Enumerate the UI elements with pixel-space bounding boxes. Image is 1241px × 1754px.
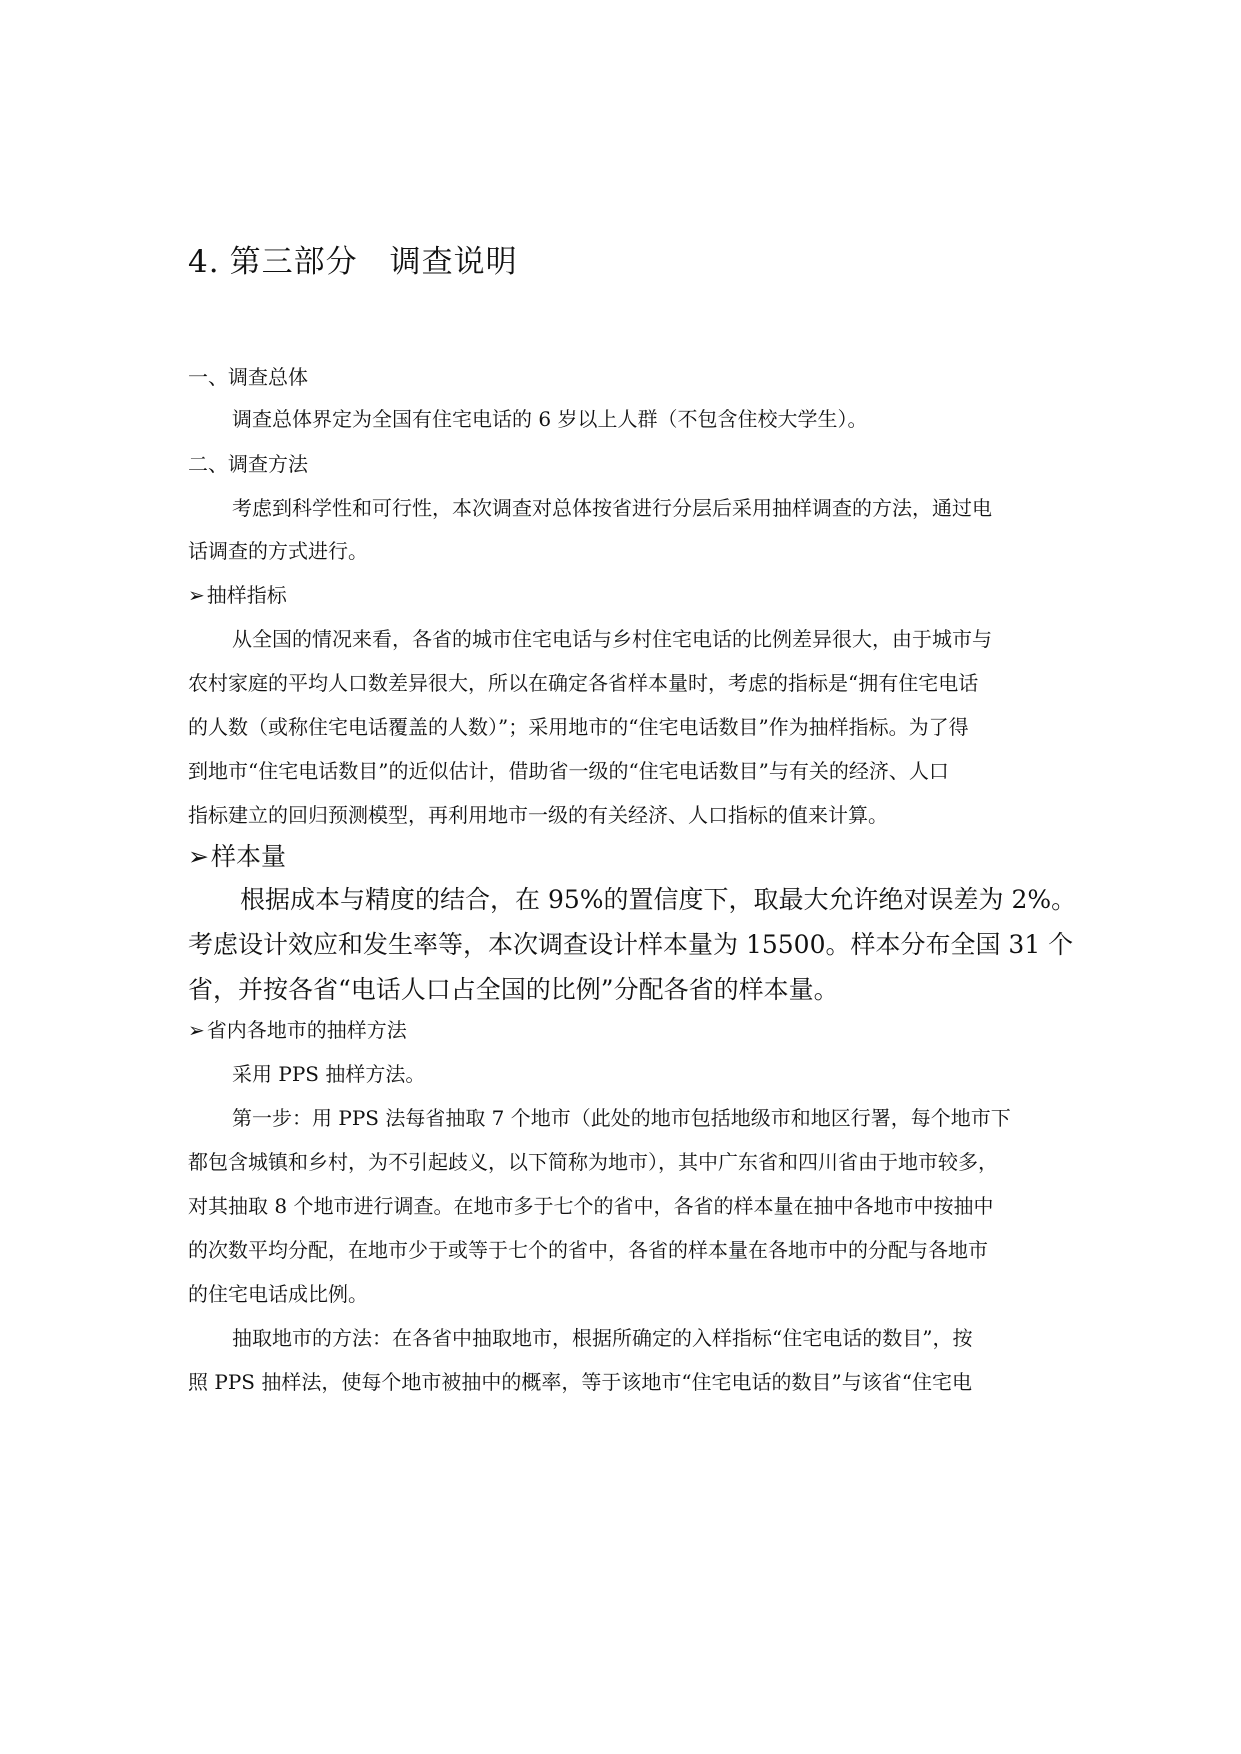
title-number: 4.: [188, 244, 220, 280]
paragraph-extraction-line: 抽取地市的方法：在各省中抽取地市，根据所确定的入样指标“住宅电话的数目”，按: [232, 1326, 973, 1350]
title-part: 第三部分: [229, 244, 358, 280]
arrow-bullet-icon: ➢: [188, 1018, 205, 1042]
bullet-heading-text: 省内各地市的抽样方法: [206, 1018, 407, 1042]
paragraph-step-one-line: 第一步：用 PPS 法每省抽取 7 个地市（此处的地市包括地级市和地区行署，每个地市下: [232, 1106, 1011, 1130]
paragraph-indicator-line: 到地市“住宅电话数目”的近似估计，借助省一级的“住宅电话数目”与有关的经济、人口: [188, 759, 949, 783]
title-text: 调查说明: [389, 244, 518, 280]
paragraph-indicator-line: 农村家庭的平均人口数差异很大，所以在确定各省样本量时，考虑的指标是“拥有住宅电话: [188, 671, 979, 695]
paragraph-method-line: 考虑到科学性和可行性，本次调查对总体按省进行分层后采用抽样调查的方法，通过电: [232, 496, 992, 520]
arrow-bullet-icon: ➢: [188, 842, 209, 871]
paragraph-step-one-line: 都包含城镇和乡村，为不引起歧义，以下简称为地市），其中广东省和四川省由于地市较多，: [188, 1150, 998, 1174]
bullet-heading-text: 样本量: [210, 842, 286, 871]
paragraph-step-one-line: 对其抽取 8 个地市进行调查。在地市多于七个的省中，各省的样本量在抽中各地市中按抽中: [188, 1194, 994, 1218]
paragraph-extraction-line: 照 PPS 抽样法，使每个地市被抽中的概率，等于该地市“住宅电话的数目”与该省“住宅电: [188, 1370, 973, 1394]
paragraph-step-one-line: 的住宅电话成比例。: [188, 1282, 368, 1306]
page-title: [188, 236, 518, 281]
bullet-heading-text: 抽样指标: [206, 583, 287, 607]
paragraph-population: 调查总体界定为全国有住宅电话的 6 岁以上人群（不包含住校大学生）。: [232, 407, 868, 431]
paragraph-pps: 采用 PPS 抽样方法。: [232, 1062, 426, 1086]
paragraph-method-line: 话调查的方式进行。: [188, 539, 368, 563]
arrow-bullet-icon: ➢: [188, 583, 205, 607]
paragraph-indicator-line: 指标建立的回归预测模型，再利用地市一级的有关经济、人口指标的值来计算。: [188, 803, 888, 827]
paragraph-sample-size-line: 考虑设计效应和发生率等，本次调查设计样本量为 15500。样本分布全国 31 个: [188, 930, 1074, 959]
section-heading-population: 一、调查总体: [188, 365, 308, 389]
bullet-heading-sample-size: [188, 840, 286, 874]
paragraph-step-one-line: 的次数平均分配，在地市少于或等于七个的省中，各省的样本量在各地市中的分配与各地市: [188, 1238, 988, 1262]
paragraph-sample-size-line: 根据成本与精度的结合，在 95%的置信度下，取最大允许绝对误差为 2%。: [240, 885, 1077, 914]
bullet-heading-sampling-indicator: [188, 581, 287, 609]
paragraph-sample-size-line: 省，并按各省“电话人口占全国的比例”分配各省的样本量。: [188, 975, 839, 1004]
section-heading-method: 二、调查方法: [188, 452, 308, 476]
paragraph-indicator-line: 的人数（或称住宅电话覆盖的人数）”；采用地市的“住宅电话数目”作为抽样指标。为了得: [188, 715, 969, 739]
bullet-heading-city-sampling: [188, 1016, 407, 1044]
paragraph-indicator-line: 从全国的情况来看，各省的城市住宅电话与乡村住宅电话的比例差异很大，由于城市与: [232, 627, 992, 651]
